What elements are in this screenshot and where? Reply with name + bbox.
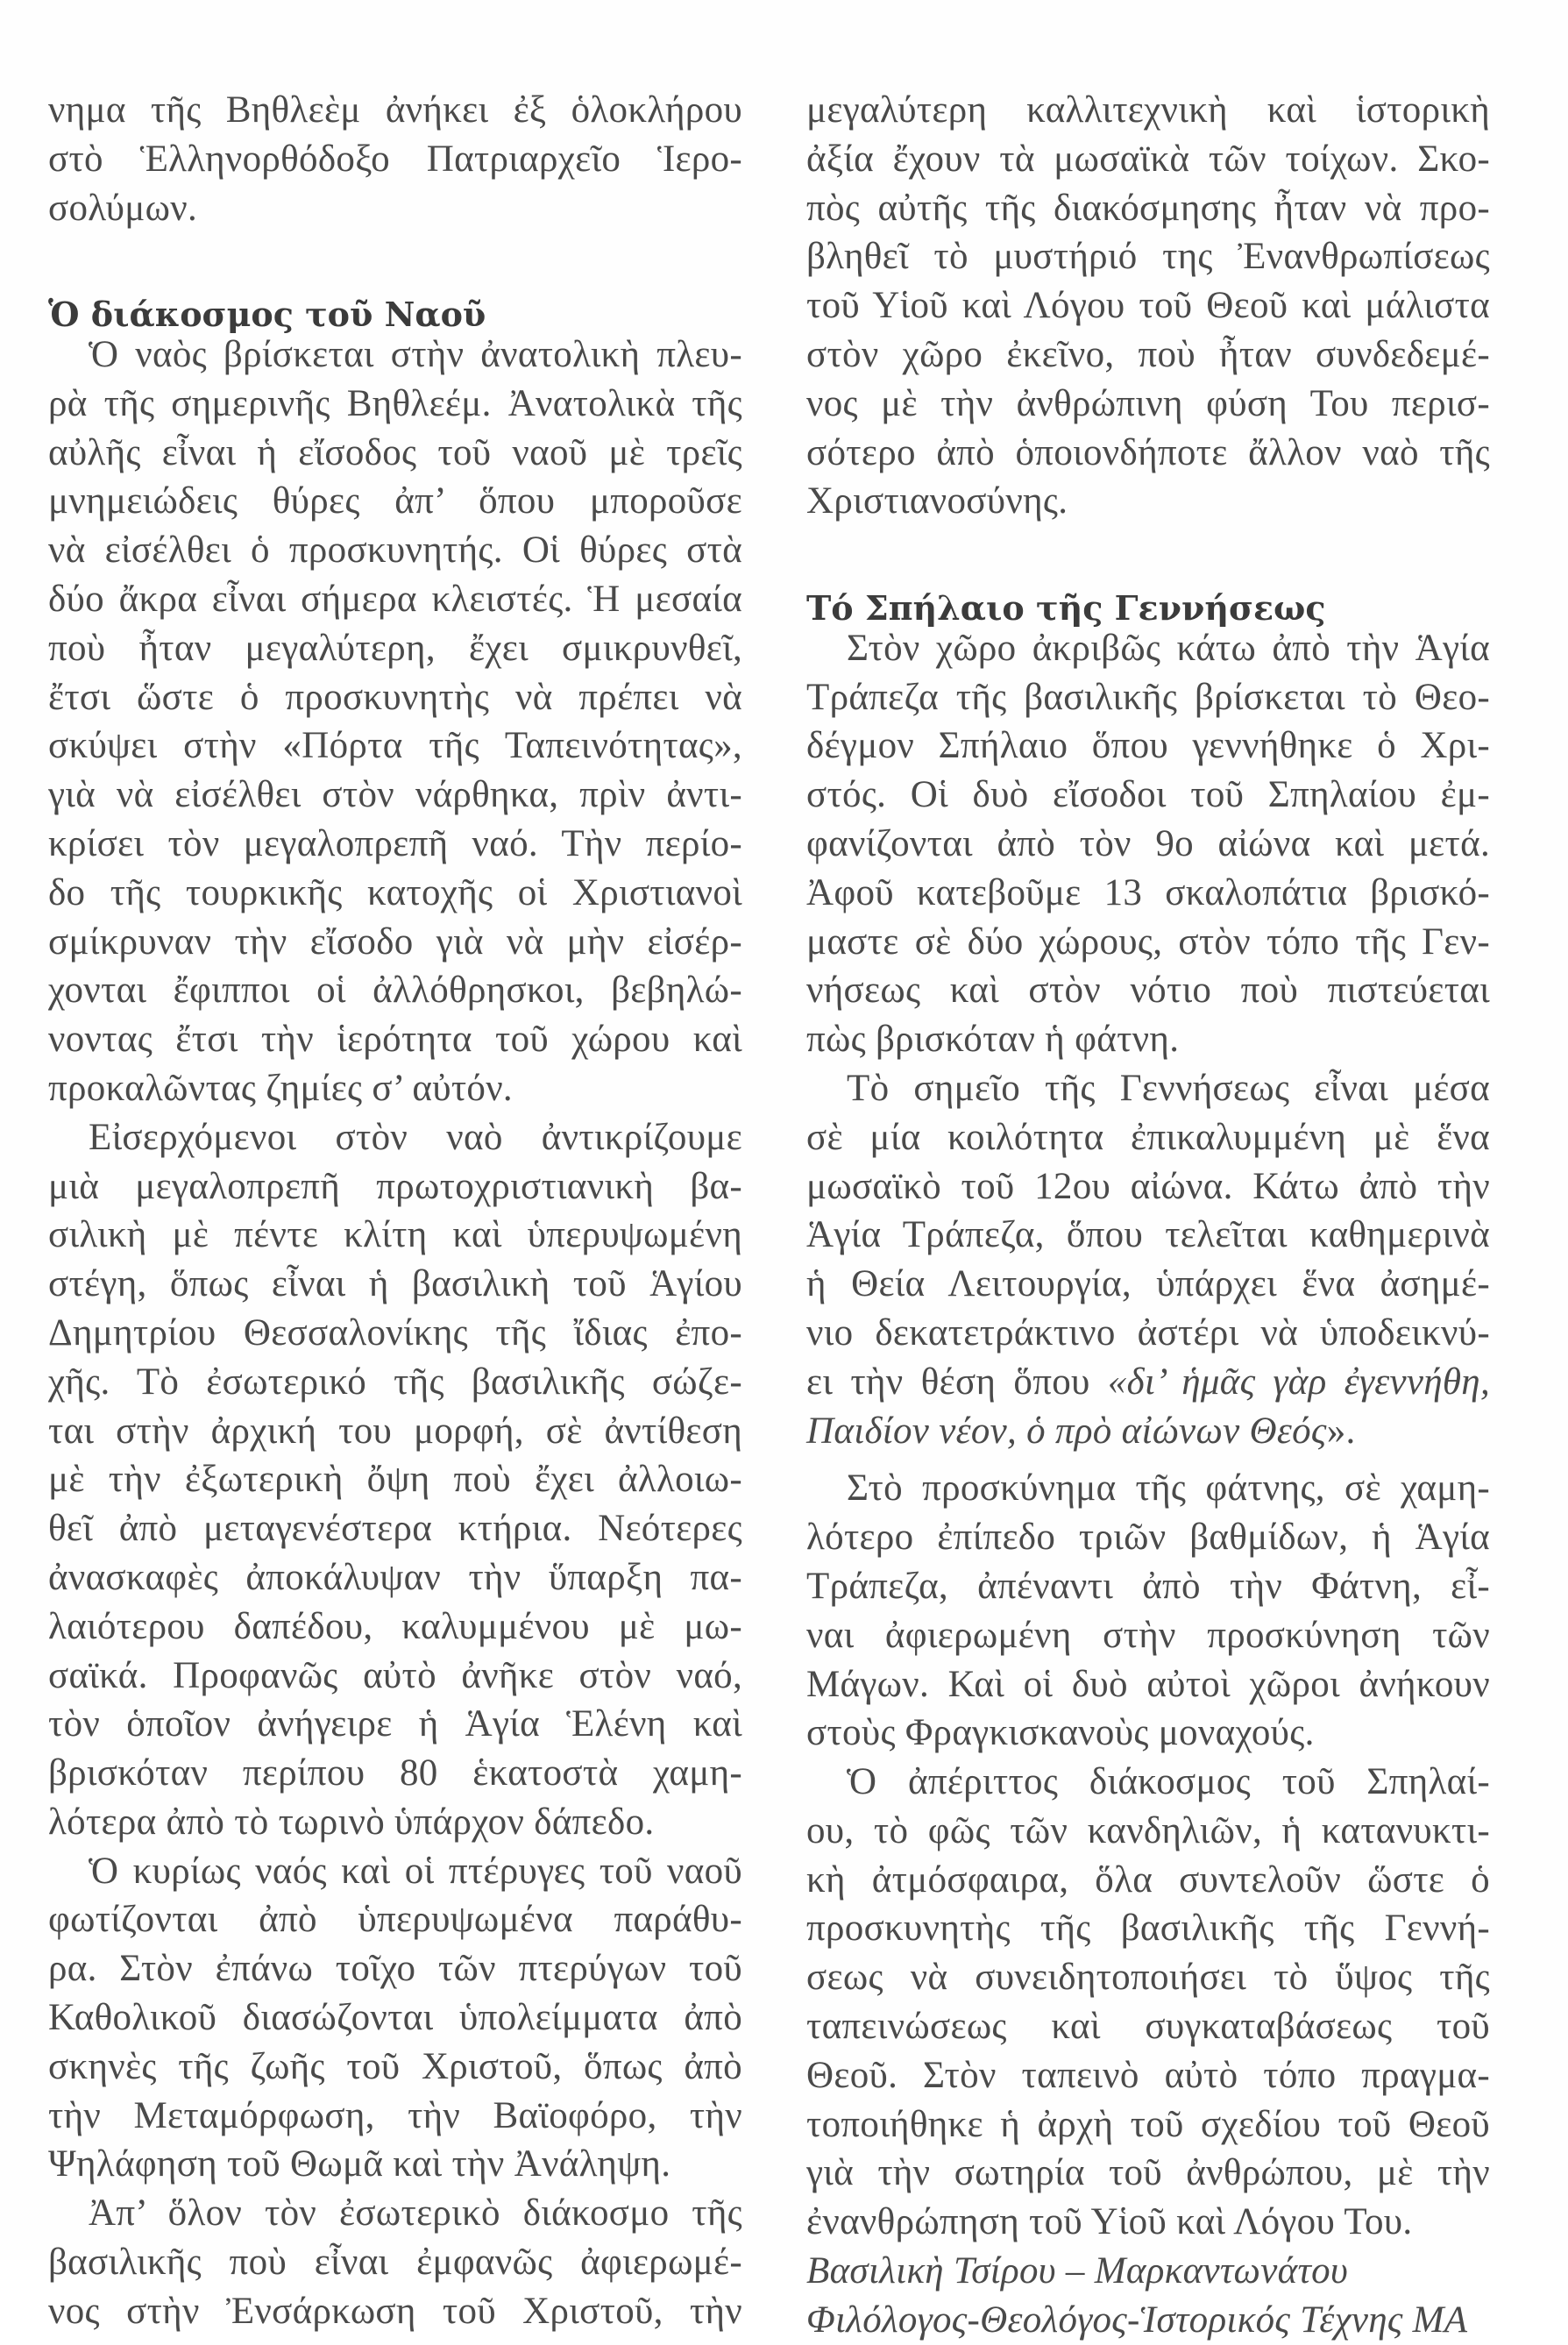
- spacer: [48, 232, 742, 281]
- text-line: κὴ ἀτμόσφαιρα, ὅλα συντελοῦν ὥστε ὁ: [806, 1858, 1490, 1901]
- text-line: τὸν ὁποῖον ἀνήγειρε ἡ Ἁγία Ἑλένη καὶ: [48, 1703, 742, 1745]
- text-line: χονται ἔφιπποι οἱ ἀλλόθρησκοι, βεβηλώ-: [48, 970, 742, 1012]
- text-line: νημα τῆς Βηθλεὲμ ἀνήκει ἐξ ὁλοκλήρου: [48, 89, 742, 131]
- text-line: δο τῆς τουρκικῆς κατοχῆς οἱ Χριστιανοὶ: [48, 871, 742, 913]
- text-line: σκηνὲς τῆς ζωῆς τοῦ Χριστοῦ, ὅπως ἀπὸ: [48, 2045, 742, 2087]
- text-line: Χριστιανοσύνης.: [806, 480, 1068, 522]
- text-line: σότερο ἀπὸ ὁποιονδήποτε ἄλλον ναὸ τῆς: [806, 431, 1490, 473]
- paragraph: [48, 330, 742, 1113]
- paragraph: [806, 624, 1490, 1064]
- text-line: λότερο ἐπίπεδο τριῶν βαθμίδων, ἡ Ἁγία: [806, 1517, 1490, 1559]
- text-line: στός. Οἱ δυὸ εἴσοδοι τοῦ Σπηλαίου ἐμ-: [806, 774, 1490, 816]
- text-line: Ὁ ναὸς βρίσκεται στὴν ἀνατολικὴ πλευ-: [89, 333, 742, 375]
- text-line: γιὰ νὰ εἰσέλθει στὸν νάρθηκα, πρὶν ἀντι-: [48, 774, 742, 816]
- text-line: Στὸ προσκύνημα τῆς φάτνης, σὲ χαμη-: [847, 1467, 1490, 1510]
- text-line: θεῖ ἀπὸ μεταγενέστερα κτήρια. Νεότερες: [48, 1508, 742, 1550]
- right-column: [806, 86, 1490, 2345]
- text-line: φωτίζονται ἀπὸ ὑπερυψωμένα παράθυ-: [48, 1899, 742, 1941]
- text-line: σμίκρυναν τὴν εἴσοδο γιὰ νὰ μὴν εἰσέρ-: [48, 920, 742, 963]
- text-line: προκαλῶντας ζημίες σ’ αὐτόν.: [48, 1067, 513, 1109]
- text-line: ται στὴν ἀρχική του μορφή, σὲ ἀντίθεση: [48, 1410, 742, 1452]
- text-line: Ἀπ’ ὅλον τὸν ἐσωτερικὸ διάκοσμο τῆς: [89, 2192, 742, 2235]
- text-line: μὲ τὴν ἐξωτερικὴ ὄψη ποὺ ἔχει ἀλλοιω-: [48, 1459, 742, 1501]
- text-line: Δημητρίου Θεσσαλονίκης τῆς ἴδιας ἐπο-: [48, 1311, 742, 1354]
- text-line: στοὺς Φραγκισκανοὺς μοναχούς.: [806, 1712, 1315, 1754]
- text-line: Τὸ σημεῖο τῆς Γεννήσεως εἶναι μέσα: [847, 1067, 1490, 1109]
- text-line: νήσεως καὶ στὸν νότιο ποὺ πιστεύεται: [806, 970, 1490, 1012]
- text-line: ου, τὸ φῶς τῶν κανδηλιῶν, ἡ κατανυκτι-: [806, 1809, 1490, 1851]
- text-line: γιὰ τὴν σωτηρία τοῦ ἀνθρώπου, μὲ τὴν: [806, 2152, 1490, 2194]
- author-credentials: Φιλόλογος-Θεολόγος-Ἱστορικός Τέχνης MA: [806, 2299, 1468, 2341]
- text-line: τοποιήθηκε ἡ ἀρχὴ τοῦ σχεδίου τοῦ Θεοῦ: [806, 2103, 1490, 2145]
- text-line: ἀξία ἔχουν τὰ μωσαϊκὰ τῶν τοίχων. Σκο-: [806, 138, 1490, 180]
- text-line: Μάγων. Καὶ οἱ δυὸ αὐτοὶ χῶροι ἀνήκουν: [806, 1663, 1490, 1705]
- text-line: χῆς. Τὸ ἐσωτερικό τῆς βασιλικῆς σώζε-: [48, 1361, 742, 1403]
- text-line: σὲ μία κοιλότητα ἐπικαλυμμένη μὲ ἕνα: [806, 1116, 1490, 1158]
- text-line: σιλικὴ μὲ πέντε κλίτη καὶ ὑπερυψωμένη: [48, 1214, 742, 1256]
- text-line: ρα. Στὸν ἐπάνω τοῖχο τῶν πτερύγων τοῦ: [48, 1948, 742, 1990]
- intro-paragraph: [48, 86, 742, 232]
- text-line: Στὸν χῶρο ἀκριβῶς κάτω ἀπὸ τὴν Ἁγία: [847, 627, 1490, 669]
- text-line: Ψηλάφηση τοῦ Θωμᾶ καὶ τὴν Ἀνάληψη.: [48, 2143, 671, 2185]
- continuation-paragraph: [806, 86, 1490, 526]
- text-line: λότερα ἀπὸ τὸ τωρινὸ ὑπάρχον δάπεδο.: [48, 1801, 655, 1843]
- liturgical-quote: «δι’ ἡμᾶς γὰρ ἐγεννήθη,: [1107, 1361, 1490, 1403]
- text-line: Καθολικοῦ διασώζονται ὑπολείμματα ἀπὸ: [48, 1997, 742, 2039]
- paragraph: [806, 1464, 1490, 1758]
- text-line: βληθεῖ τὸ μυστήριό της Ἐνανθρωπίσεως: [806, 236, 1490, 278]
- text-span: ει τὴν θέση ὅπου: [806, 1361, 1108, 1403]
- text-line: Ὁ κυρίως ναός καὶ οἱ πτέρυγες τοῦ ναοῦ: [89, 1850, 742, 1892]
- text-line: ἐνανθρώπηση τοῦ Υἱοῦ καὶ Λόγου Του.: [806, 2201, 1413, 2243]
- liturgical-quote: Παιδίον νέον, ὁ πρὸ αἰώνων Θεός: [806, 1410, 1327, 1452]
- text-line: Τράπεζα τῆς βασιλικῆς βρίσκεται τὸ Θεο-: [806, 676, 1490, 718]
- text-line: νος στὴν Ἐνσάρκωση τοῦ Χριστοῦ, τὴν: [48, 2290, 742, 2332]
- paragraph: [48, 2189, 742, 2335]
- text-line: μεγαλύτερη καλλιτεχνικὴ καὶ ἱστορικὴ: [806, 89, 1490, 131]
- text-line: ἀνασκαφὲς ἀποκάλυψαν τὴν ὕπαρξη πα-: [48, 1556, 742, 1598]
- text-line: νοντας ἔτσι τὴν ἱερότητα τοῦ χώρου καὶ: [48, 1019, 742, 1061]
- text-line: βρισκόταν περίπου 80 ἑκατοστὰ χαμη-: [48, 1752, 742, 1794]
- text-line: νιο δεκατετράκτινο ἀστέρι νὰ ὑποδεικνύ-: [806, 1311, 1490, 1354]
- text-line: νὰ εἰσέλθει ὁ προσκυνητής. Οἱ θύρες στὰ: [48, 529, 742, 572]
- author-name: Βασιλικὴ Τσίρου – Μαρκαντωνάτου: [806, 2250, 1348, 2292]
- spacer: [806, 526, 1490, 575]
- text-line: πὼς βρισκόταν ἡ φάτνη.: [806, 1019, 1180, 1061]
- text-line: σαϊκά. Προφανῶς αὐτὸ ἀνῆκε στὸν ναό,: [48, 1654, 742, 1696]
- text-line: μωσαϊκὸ τοῦ 12ου αἰώνα. Κάτω ἀπὸ τὴν: [806, 1165, 1490, 1207]
- paragraph: [806, 1064, 1490, 1455]
- text-line: τὴν Μεταμόρφωση, τὴν Βαϊοφόρο, τὴν: [48, 2094, 742, 2136]
- text-line: ταπεινώσεως καὶ συγκαταβάσεως τοῦ: [806, 2006, 1490, 2048]
- text-line: δέγμον Σπήλαιο ὅπου γεννήθηκε ὁ Χρι-: [806, 725, 1490, 767]
- text-line-with-quote: [806, 1407, 1490, 1456]
- text-line: λαιότερου δαπέδου, καλυμμένου μὲ μω-: [48, 1605, 742, 1647]
- text-line: ρὰ τῆς σημερινῆς Βηθλεέμ. Ἀνατολικὰ τῆς: [48, 382, 742, 424]
- section-heading-cave-of-nativity: Τό Σπήλαιο τῆς Γεννήσεως: [806, 587, 1326, 628]
- text-line: μαστε σὲ δύο χώρους, στὸν τόπο τῆς Γεν-: [806, 920, 1490, 963]
- paragraph: [806, 1758, 1490, 2247]
- text-line: Ὁ ἀπέριττος διάκοσμος τοῦ Σπηλαί-: [847, 1761, 1490, 1803]
- paragraph: [48, 1847, 742, 2190]
- text-line: πὸς αὐτῆς τῆς διακόσμησης ἦταν νὰ προ-: [806, 187, 1490, 229]
- paragraph: [48, 1113, 742, 1847]
- text-line: ποὺ ἦταν μεγαλύτερη, ἔχει σμικρυνθεῖ,: [48, 627, 742, 669]
- text-line: μιὰ μεγαλοπρεπῆ πρωτοχριστιανικὴ βα-: [48, 1165, 742, 1207]
- text-line: δύο ἄκρα εἶναι σήμερα κλειστές. Ἡ μεσαία: [48, 578, 742, 620]
- text-line: ἔτσι ὥστε ὁ προσκυνητὴς νὰ πρέπει νὰ: [48, 676, 742, 718]
- section-heading-temple-decoration: Ὁ διάκοσμος τοῦ Ναοῦ: [48, 295, 486, 335]
- text-line: τοῦ Υἱοῦ καὶ Λόγου τοῦ Θεοῦ καὶ μάλιστα: [806, 285, 1490, 327]
- text-line: σολύμων.: [48, 187, 197, 229]
- text-line: βασιλικῆς ποὺ εἶναι ἐμφανῶς ἀφιερωμέ-: [48, 2242, 742, 2284]
- text-line: αὐλῆς εἶναι ἡ εἴσοδος τοῦ ναοῦ μὲ τρεῖς: [48, 431, 742, 473]
- text-line: ναι ἀφιερωμένη στὴν προσκύνηση τῶν: [806, 1614, 1490, 1656]
- text-line: νος μὲ τὴν ἀνθρώπινη φύση Του περισ-: [806, 382, 1490, 424]
- text-line: Θεοῦ. Στὸν ταπεινὸ αὐτὸ τόπο πραγμα-: [806, 2054, 1490, 2096]
- text-line: προσκυνητὴς τῆς βασιλικῆς τῆς Γεννή-: [806, 1908, 1490, 1950]
- text-line: στὸν χῶρο ἐκεῖνο, ποὺ ἦταν συνδεδεμέ-: [806, 333, 1490, 375]
- left-column: [48, 86, 742, 2336]
- text-line: σεως νὰ συνειδητοποιήσει τὸ ὕψος τῆς: [806, 1957, 1490, 1999]
- text-line: φανίζονται ἀπὸ τὸν 9ο αἰώνα καὶ μετά.: [806, 822, 1490, 864]
- text-line: Ἀφοῦ κατεβοῦμε 13 σκαλοπάτια βρισκό-: [806, 871, 1490, 913]
- text-line: σκύψει στὴν «Πόρτα τῆς Ταπεινότητας»,: [48, 725, 742, 767]
- text-line: κρίσει τὸν μεγαλοπρεπῆ ναό. Τὴν περίο-: [48, 822, 742, 864]
- text-line: στέγη, ὅπως εἶναι ἡ βασιλικὴ τοῦ Ἁγίου: [48, 1263, 742, 1305]
- text-line: Εἰσερχόμενοι στὸν ναὸ ἀντικρίζουμε: [89, 1116, 742, 1158]
- text-line: ἡ Θεία Λειτουργία, ὑπάρχει ἕνα ἀσημέ-: [806, 1263, 1490, 1305]
- author-signature: [806, 2247, 1490, 2345]
- text-line: Τράπεζα, ἀπέναντι ἀπὸ τὴν Φάτνη, εἶ-: [806, 1565, 1490, 1607]
- text-line: Ἁγία Τράπεζα, ὅπου τελεῖται καθημερινὰ: [806, 1214, 1490, 1256]
- text-span: ».: [1326, 1410, 1356, 1452]
- text-line: μνημειώδεις θύρες ἀπ’ ὅπου μποροῦσε: [48, 480, 742, 522]
- text-line: στὸ Ἑλληνορθόδοξο Πατριαρχεῖο Ἱερο-: [48, 138, 742, 180]
- text-line-with-quote: [806, 1358, 1490, 1407]
